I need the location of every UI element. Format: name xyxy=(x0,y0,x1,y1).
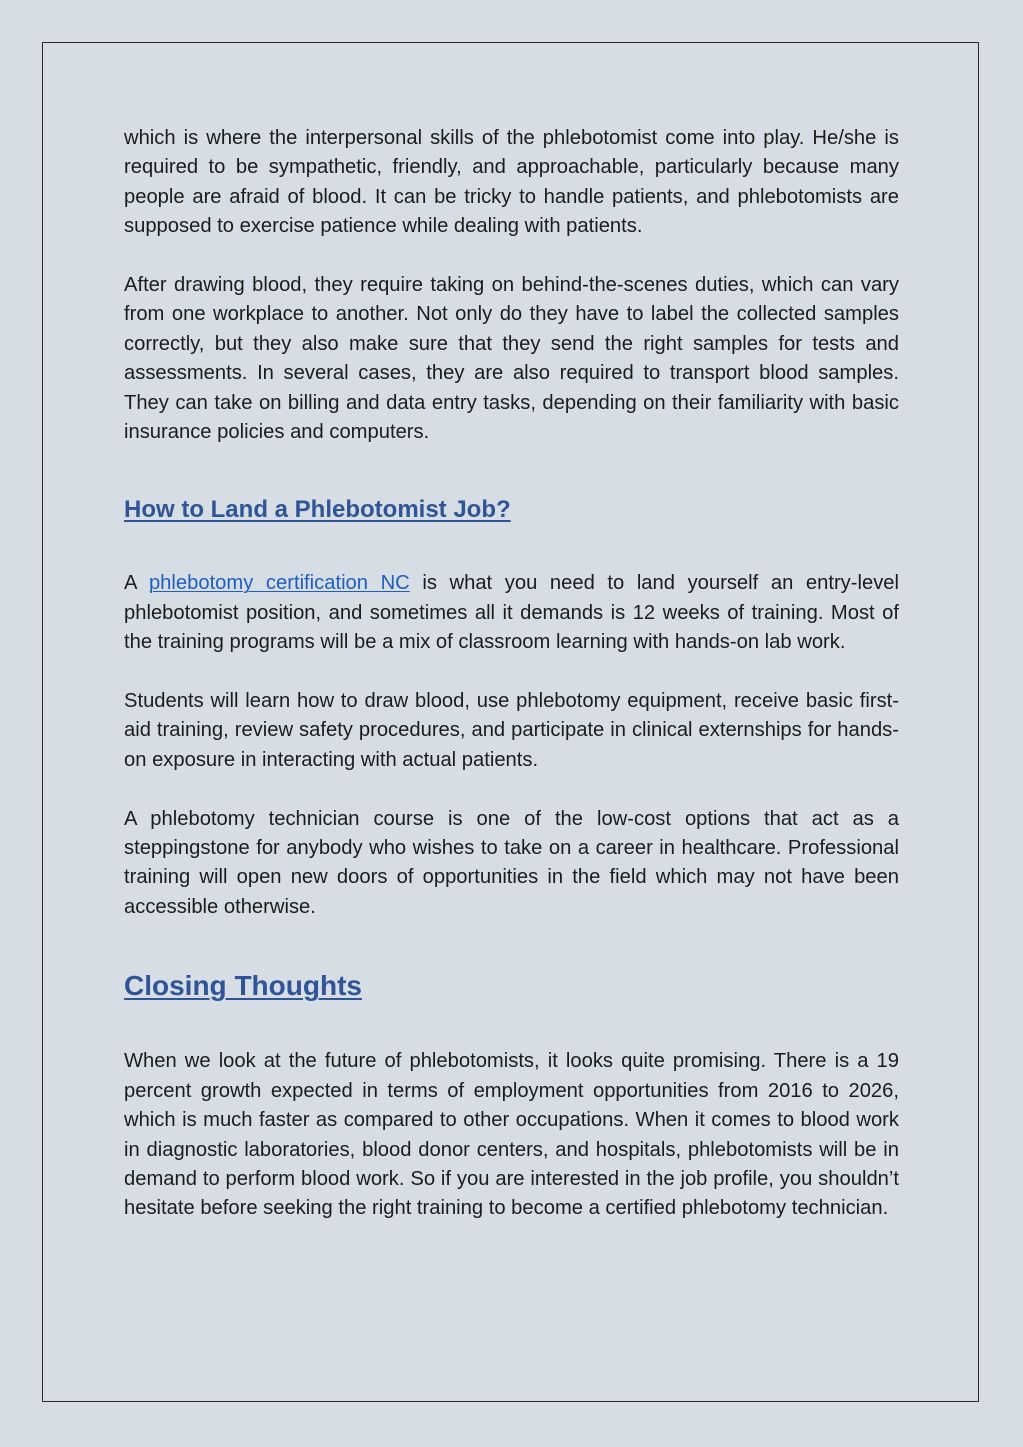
heading-land-job: How to Land a Phlebotomist Job? xyxy=(124,496,511,524)
heading-closing-thoughts: Closing Thoughts xyxy=(124,970,362,1002)
document-body xyxy=(124,124,899,1224)
phlebotomy-certification-link[interactable]: phlebotomy certification NC xyxy=(148,572,410,595)
paragraph-students-learn: Students will learn how to draw blood, use phlebotomy equipment, receive basic first-aid training, review safety procedures, and participate in clinical externships for hands-on exposure in interacting with actual patients. xyxy=(124,690,899,771)
paragraph-certification xyxy=(124,569,899,657)
paragraph-certification-prefix: A xyxy=(124,572,149,595)
paragraph-future-outlook: When we look at the future of phlebotomists, it looks quite promising. There is a 19 percent growth expected in terms of employment opportunities from 2016 to 2026, which is much faster as compared to other occupations. When it comes to blood work in diagnostic laboratories, blood donor centers, and hospitals, phlebotomists will be in demand to perform blood work. So if you are interested in the job profile, you shouldn’t hesitate before seeking the right training to become a certified phlebotomy technician. xyxy=(124,1050,899,1220)
paragraph-certification-suffix: is what you need to land yourself an entry-level phlebotomist position, and sometimes all it demands is 12 weeks of training. Most of the training programs will be a mix of classroom learning with hands-on lab work. xyxy=(124,572,900,654)
paragraph-technician-course: A phlebotomy technician course is one of the low-cost options that act as a steppingstone for anybody who wishes to take on a career in healthcare. Professional training will open new doors of opportunities in the field which may not have been accessible otherwise. xyxy=(124,807,899,918)
paragraph-interpersonal-skills: which is where the interpersonal skills of the phlebotomist come into play. He/she is required to be sympathetic, friendly, and approachable, particularly because many people are afraid of blood. It can be tricky to handle patients, and phlebotomists are supposed to exercise patience while dealing with patients. xyxy=(124,127,899,238)
paragraph-behind-the-scenes-duties: After drawing blood, they require taking on behind-the-scenes duties, which can vary from one workplace to another. Not only do they have to label the collected samples correctly, but they also make sure that they send the right samples for tests and assessments. In several cases, they are also required to transport blood samples. They can take on billing and data entry tasks, depending on their familiarity with basic insurance policies and computers. xyxy=(124,274,899,444)
